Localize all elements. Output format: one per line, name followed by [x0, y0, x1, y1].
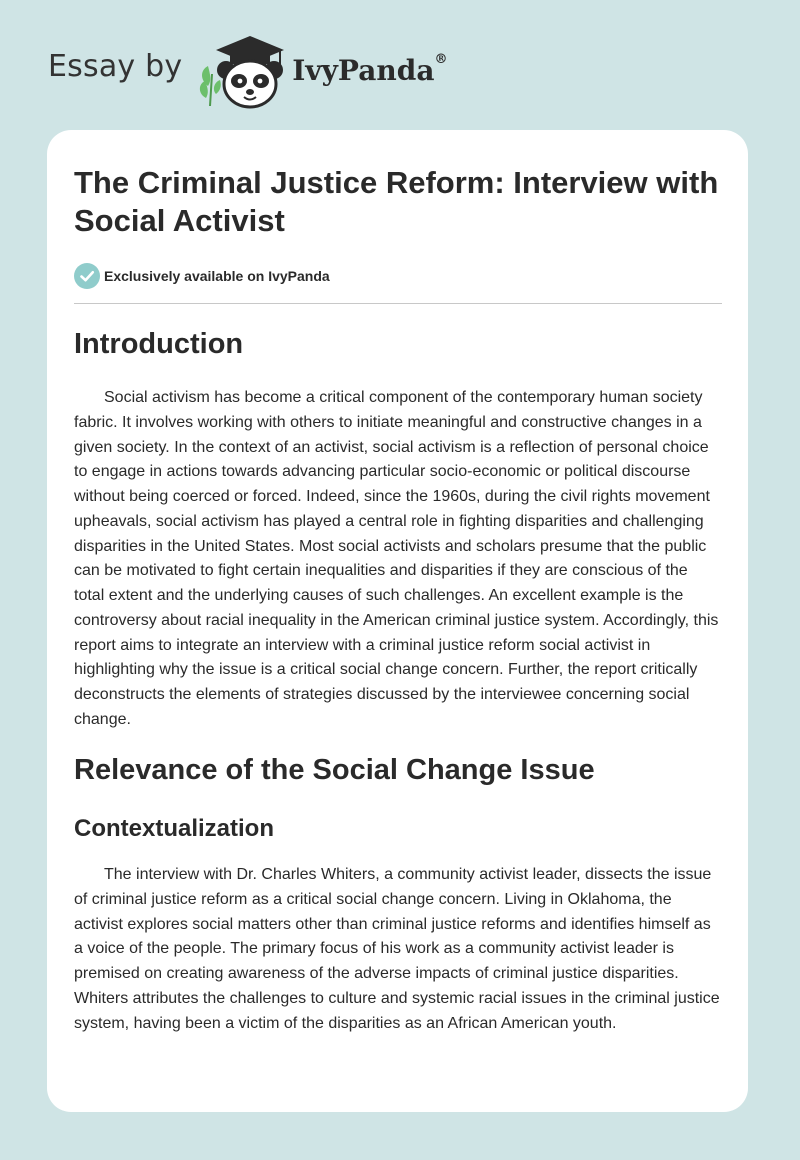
- page-title: The Criminal Justice Reform: Interview with Social Activist: [74, 165, 719, 238]
- essay-card: [47, 130, 748, 1112]
- exclusive-badge: [74, 263, 330, 289]
- introduction-paragraph: Social activism has become a critical component of the contemporary human society fabric. It involves working with others to initiate meaningful and constructive changes in a given society. In the context of an activist, social activism is a reflection of personal choice to engage in actions towards advancing particular socio-economic or political discourse without being coerced or forced. Indeed, since the 1960s, during the civil rights movement upheavals, social activism has played a central role in fighting disparities and challenging disparities in the United States. Most social activists and scholars presume that the public can be motivated to fight certain inequalities and disparities if they are conscious of the total extent and the underlying causes of such challenges. An excellent example is the controversy about racial inequality in the American criminal justice system. Accordingly, this report aims to integrate an interview with a criminal justice reform social activist in highlighting why the issue is a critical social change concern. Further, the report critically deconstructs the elements of strategies discussed by the interviewee concerning social change.: [74, 389, 719, 728]
- essay-by-label: Essay by: [48, 48, 183, 84]
- badge-text: Exclusively available on IvyPanda: [104, 268, 330, 284]
- brand-name[interactable]: [292, 54, 447, 87]
- divider: [74, 303, 722, 304]
- site-header: [48, 34, 447, 110]
- section-heading-relevance: Relevance of the Social Change Issue: [74, 754, 595, 786]
- contextualization-paragraph: The interview with Dr. Charles Whiters, a community activist leader, dissects the issue of criminal justice reform as a critical social change concern. Living in Oklahoma, the activist explores social matters other than criminal justice reforms and identifies himself as a voice of the people. The primary focus of his work as a community activist leader is premised on creating awareness of the adverse impacts of criminal justice disparities. Whiters attributes the challenges to culture and systemic racial issues in the criminal justice system, having been a victim of the disparities as an African American youth.: [74, 866, 720, 1032]
- section-heading-introduction: Introduction: [74, 328, 244, 360]
- check-circle-icon: [74, 263, 100, 289]
- brand-label: IvyPanda: [292, 53, 435, 87]
- registered-mark: ®: [434, 52, 448, 68]
- subheading-contextualization: Contextualization: [74, 815, 275, 842]
- panda-graduate-icon[interactable]: [196, 34, 288, 110]
